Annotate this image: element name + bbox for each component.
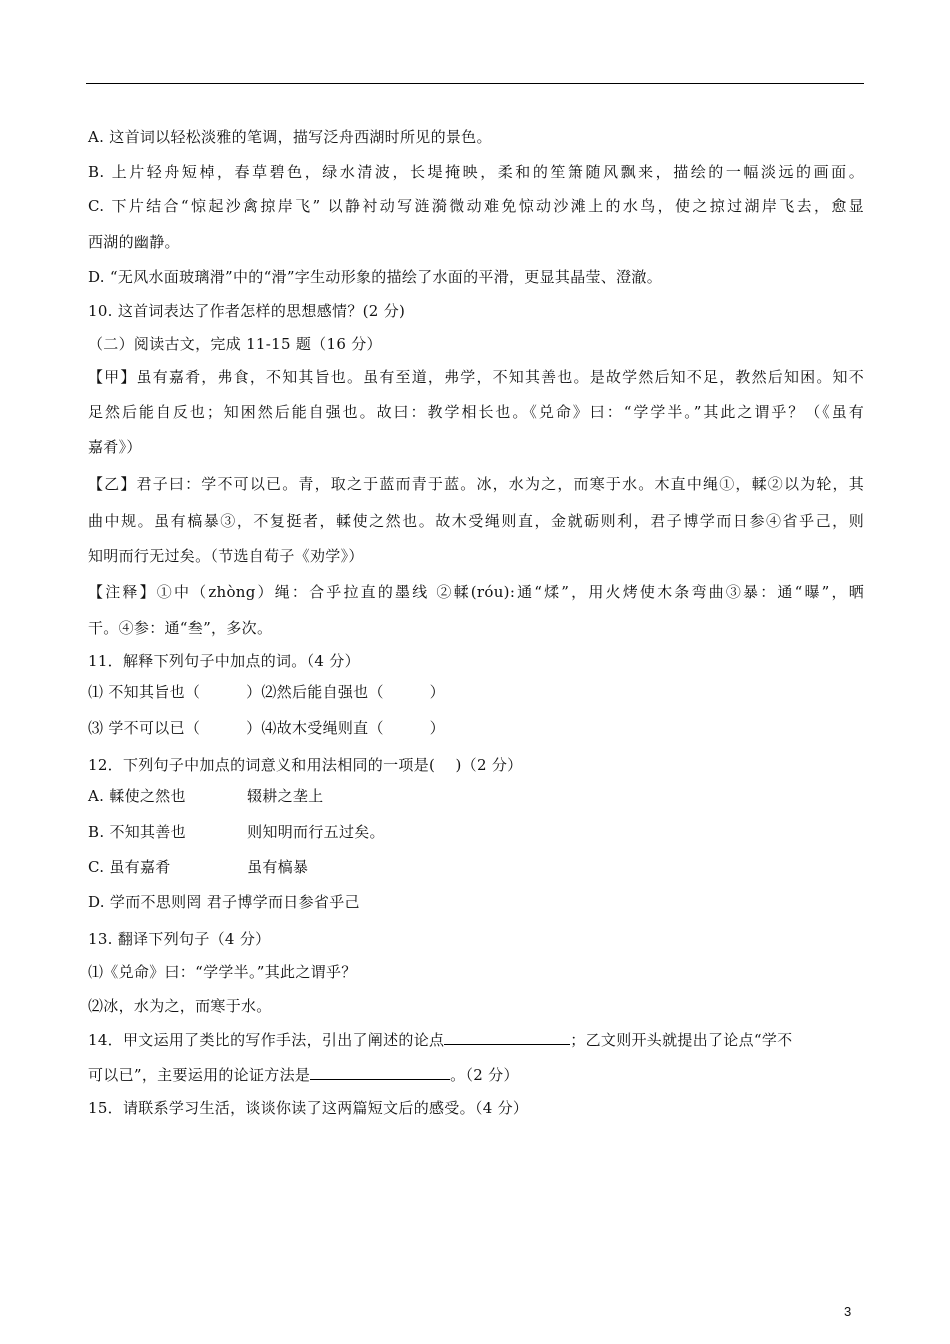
q12-option-a: A. 輮使之然也 辍耕之垄上 xyxy=(88,787,324,805)
option-d-q9: D. “无风水面玻璃滑”中的“滑”字生动形象的描绘了水面的平滑，更显其晶莹、澄澈。 xyxy=(88,268,663,286)
passage-jia-line1: 【甲】虽有嘉肴，弗食，不知其旨也。虽有至道，弗学，不知其善也。是故学然后知不足，教然后知困。知不 xyxy=(88,368,864,386)
q13-sentence-1: ⑴《兑命》曰：“学学半。”其此之谓乎？ xyxy=(88,963,357,981)
q14-blank-2 xyxy=(310,1065,450,1080)
passage-yi-line1: 【乙】君子曰：学不可以已。青，取之于蓝而青于蓝。冰，水为之，而寒于水。木直中绳①，輮②以为轮，其 xyxy=(88,475,864,493)
passage-jia-line2: 足然后能自反也；知困然后能自强也。故曰：教学相长也。《兑命》曰：“学学半。”其此之谓乎？（《虽有 xyxy=(88,403,864,421)
option-b-q9: B. 上片轻舟短棹，春草碧色，绿水清波，长堤掩映，柔和的笙箫随风飘来，描绘的一幅淡远的画面。 xyxy=(88,163,864,181)
passage-yi-line3: 知明而行无过矣。（节选自荀子《劝学》） xyxy=(88,547,364,565)
q14-blank-1 xyxy=(444,1030,570,1045)
page-number: 3 xyxy=(844,1304,852,1319)
q12-option-c: C. 虽有嘉肴 虽有槁暴 xyxy=(88,858,309,876)
q14-text-part3: 可以已”，主要运用的论证方法是 xyxy=(88,1066,311,1084)
question-13: 13. 翻译下列句子（4 分） xyxy=(88,930,271,948)
q14-text-part2: ；乙文则开头就提出了论点“学不 xyxy=(570,1031,793,1049)
option-c-q9-line1: C. 下片结合“惊起沙禽掠岸飞” 以静衬动写涟漪微动难免惊动沙滩上的水鸟，使之掠过湖岸飞去，愈显 xyxy=(88,197,864,215)
question-11: 11．解释下列句子中加点的词。（4 分） xyxy=(88,652,360,670)
q14-text-part4: 。（2 分） xyxy=(450,1066,519,1084)
question-11-items-3-4: ⑶ 学不可以已（ ）⑷故木受绳则直（ ） xyxy=(88,719,445,737)
q14-text-part1: 14．甲文运用了类比的写作手法，引出了阐述的论点 xyxy=(88,1031,445,1049)
passage-yi-line2: 曲中规。虽有槁暴③，不复挺者，輮使之然也。故木受绳则直，金就砺则利，君子博学而日参④省乎己，则 xyxy=(88,512,864,530)
question-12: 12．下列句子中加点的词意义和用法相同的一项是( )（2 分） xyxy=(88,756,523,774)
header-rule xyxy=(86,83,864,84)
q12-option-b: B. 不知其善也 则知明而行五过矣。 xyxy=(88,823,385,841)
question-15: 15．请联系学习生活，谈谈你读了这两篇短文后的感受。（4 分） xyxy=(88,1099,529,1117)
option-c-q9-line2: 西湖的幽静。 xyxy=(88,233,180,251)
question-14-line2 xyxy=(88,1065,519,1085)
question-14-line1 xyxy=(88,1030,792,1050)
question-10: 10. 这首词表达了作者怎样的思想感情？(2 分) xyxy=(88,302,406,320)
q12-option-d: D. 学而不思则罔 君子博学而日参省乎己 xyxy=(88,893,360,911)
section-2-heading: （二）阅读古文，完成 11-15 题（16 分） xyxy=(88,335,382,353)
question-11-items-1-2: ⑴ 不知其旨也（ ）⑵然后能自强也（ ） xyxy=(88,683,445,701)
option-a-q9: A. 这首词以轻松淡雅的笔调，描写泛舟西湖时所见的景色。 xyxy=(88,128,492,146)
passage-jia-line3: 嘉肴》） xyxy=(88,438,142,456)
q13-sentence-2: ⑵冰，水为之，而寒于水。 xyxy=(88,997,272,1015)
annotation-line2: 干。④参：通“叁”，多次。 xyxy=(88,619,273,637)
annotation-line1: 【注释】①中（zhòng）绳：合乎拉直的墨线 ②輮(róu):通“煣”，用火烤使木条弯曲③暴：通“曝”，晒 xyxy=(88,583,864,601)
